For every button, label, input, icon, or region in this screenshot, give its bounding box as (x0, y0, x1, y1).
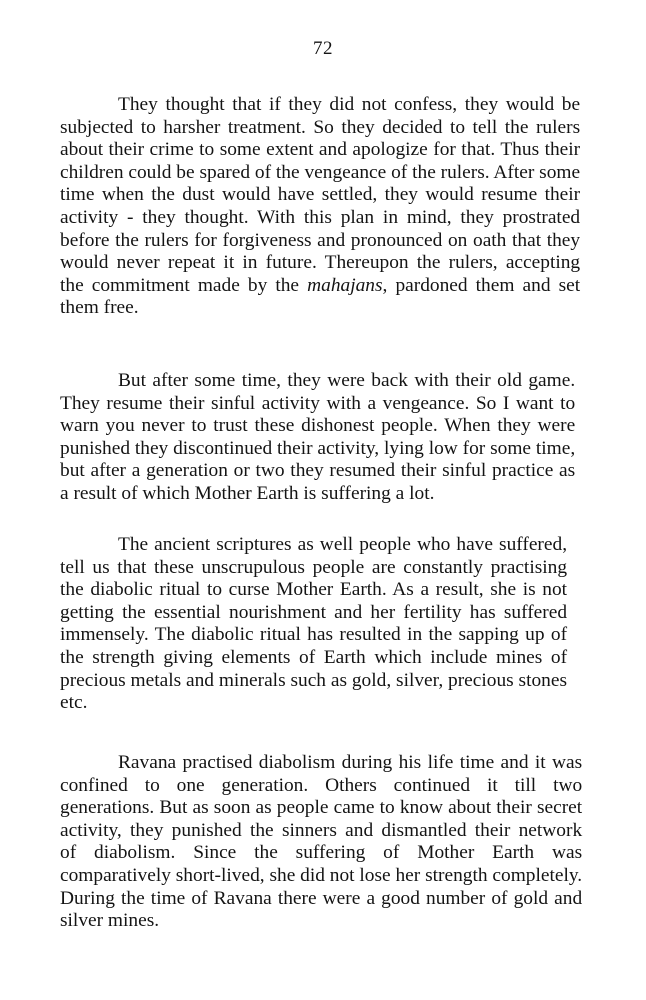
text-line: but after a generation or two they resumed their sinful practice as (60, 460, 576, 482)
text-line: etc. (60, 692, 88, 714)
text-line: confined to one generation. Others continued it till two (60, 774, 583, 796)
text-segment: , pardoned them and set (382, 274, 581, 296)
text-line: before the rulers for forgiveness and pronounced on oath that they (60, 229, 581, 251)
text-line: children could be spared of the vengeance of the rulers. After some (60, 161, 581, 183)
text-line: activity, they punished the sinners and dismantled their network (60, 819, 583, 841)
text-line: warn you never to trust these dishonest people. When they were (60, 415, 576, 437)
text-line: punished they discontinued their activity, lying low for some time, (60, 437, 576, 459)
text-line: During the time of Ravana there were a good number of gold and (60, 887, 583, 909)
paragraph-1 (60, 94, 580, 320)
page-number: 72 (313, 38, 333, 59)
text-line: They resume their sinful activity with a vengeance. So I want to (60, 392, 576, 414)
text-line: tell us that these unscrupulous people are constantly practising (60, 556, 568, 578)
paragraph-3 (60, 534, 567, 715)
text-line: them free. (60, 297, 139, 319)
italic-term: mahajans (307, 274, 383, 296)
text-line: of diabolism. Since the suffering of Mother Earth was (60, 842, 583, 864)
text-line: activity - they thought. With this plan in mind, they prostrated (60, 206, 581, 228)
text-line: comparatively short-lived, she did not lose her strength completely. (60, 864, 583, 886)
text-line: would never repeat it in future. Thereupon the rulers, accepting (60, 252, 581, 274)
text-line: the strength giving elements of Earth which include mines of (60, 646, 568, 668)
text-line: The ancient scriptures as well people who have suffered, (118, 534, 568, 555)
text-line: But after some time, they were back with their old game. (118, 370, 576, 391)
text-line: They thought that if they did not confess, they would be (118, 94, 581, 115)
text-line: immensely. The diabolic ritual has resulted in the sapping up of (60, 624, 568, 646)
text-line: about their crime to some extent and apologize for that. Thus their (60, 139, 581, 161)
text-line: a result of which Mother Earth is suffering a lot. (60, 482, 435, 504)
text-line: the diabolic ritual to curse Mother Earth. As a result, she is not (60, 579, 568, 601)
text-line-mixed (60, 275, 580, 298)
text-line: generations. But as soon as people came to know about their secret (60, 797, 583, 819)
text-line: precious metals and minerals such as gold, silver, precious stones (60, 669, 568, 691)
text-line: getting the essential nourishment and her fertility has suffered (60, 601, 568, 623)
text-line: silver mines. (60, 910, 160, 932)
text-line: subjected to harsher treatment. So they decided to tell the rulers (60, 116, 581, 138)
text-line: Ravana practised diabolism during his life time and it was (118, 752, 583, 773)
text-line: time when the dust would have settled, they would resume their (60, 184, 581, 206)
text-segment: the commitment made by the (60, 274, 300, 296)
paragraph-4 (60, 752, 582, 933)
paragraph-2 (60, 370, 575, 506)
